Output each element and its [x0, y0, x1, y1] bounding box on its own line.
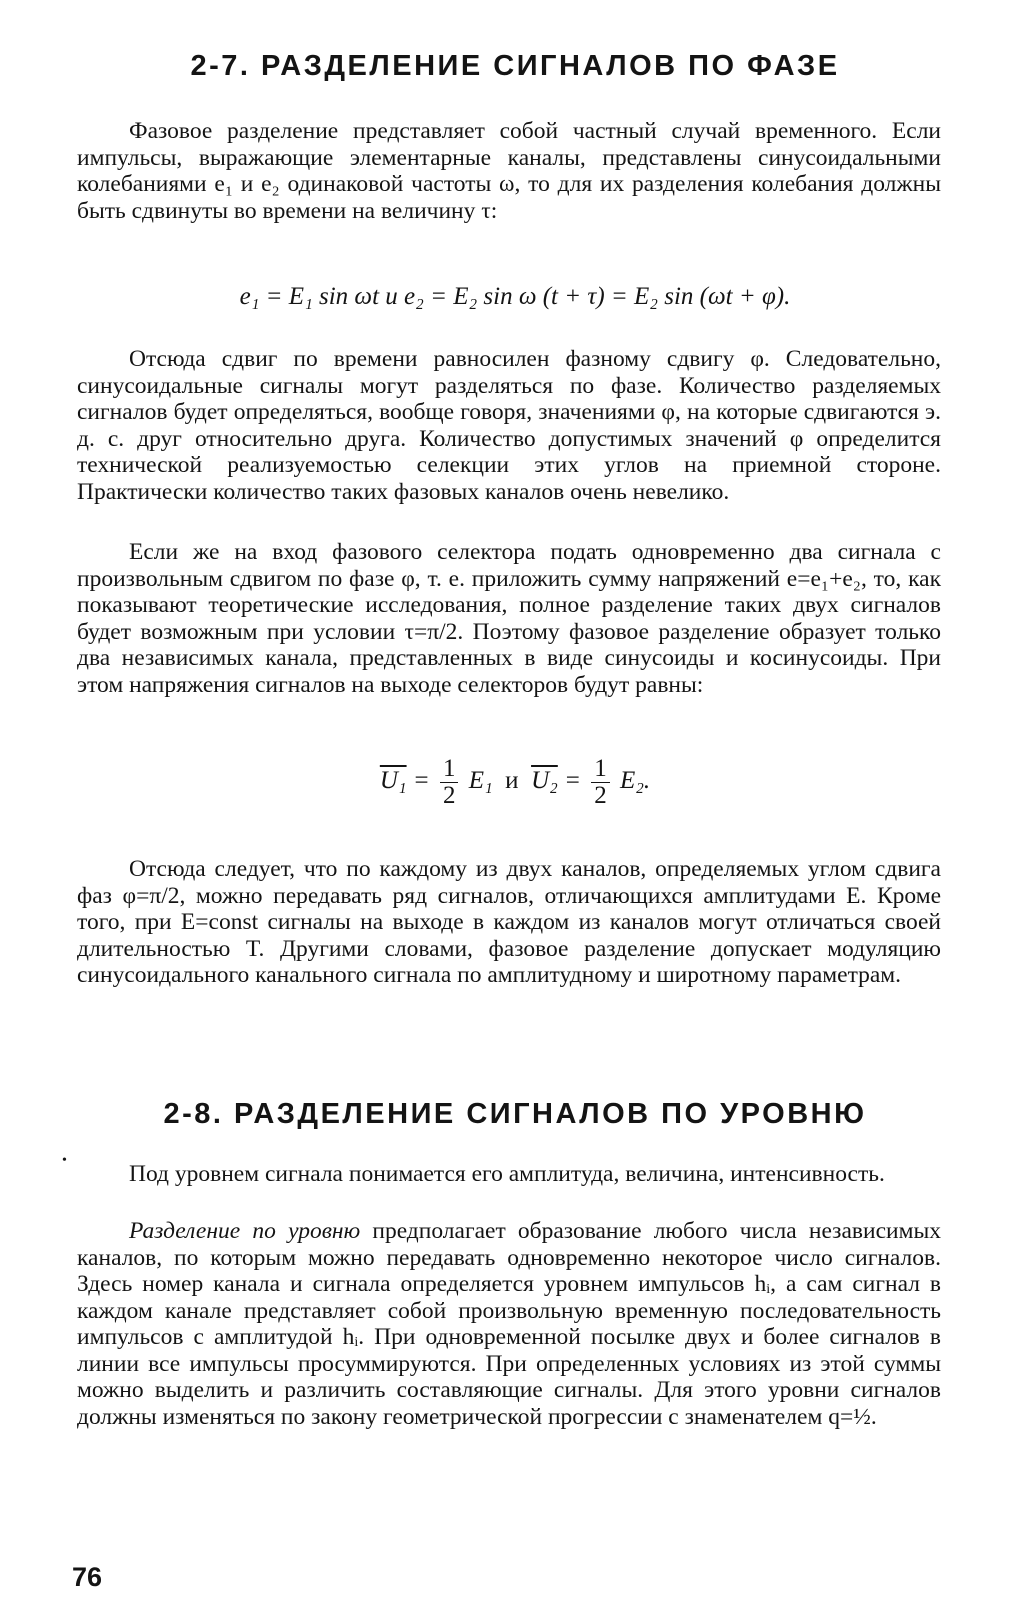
paragraph-phase-conclusion: Отсюда следует, что по каждому из двух каналов, определяемых углом сдвига фаз φ=π/2, можно передавать ряд сигналов, отличающихся амплитудами E. Кроме того, при E=const сигналы на выходе в каждом из каналов могут отличаться своей длительностью T. Другими словами, фазовое разделение допускает модуляцию синусоидального канального сигнала по амплитудному и широтному параметрам.: [77, 856, 941, 988]
paragraph-level-separation-text: предполагает образование любого числа независимых каналов, по которым можно передавать одновременно некоторое число сигналов. Здесь номер канала и сигнала определяется уровнем импульсов hᵢ, а сам сигнал в каждом канале представляет собой произвольную временную последовательность импульсов с амплитудой hᵢ. При одновременной посылке двух и более сигналов в линии все импульсы просуммируются. При определенных условиях из этой суммы можно выделить и различить составляющие сигналы. Для этого уровни сигналов должны изменяться по закону геометрической прогрессии с знаменателем q=½.: [77, 1218, 941, 1430]
fraction-denominator: 2: [594, 782, 607, 809]
term-level-separation: Разделение по уровню: [129, 1218, 361, 1244]
paragraph-phase-intro: Фазовое разделение представляет собой частный случай временного. Если импульсы, выражающие элементарные каналы, представлены синусоидальными колебаниями e₁ и e₂ одинаковой частоты ω, то для их разделения колебания должны быть сдвинуты во времени на величину τ:: [77, 118, 941, 224]
page-number: 76: [72, 1562, 103, 1592]
formula-equals-2: =: [564, 767, 581, 795]
fraction-numerator: 1: [591, 756, 610, 783]
formula-u1: U₁: [379, 767, 407, 795]
formula-e2: E₂.: [619, 767, 651, 795]
formula-conjunction: и: [505, 767, 519, 795]
paragraph-phase-selector: Если же на вход фазового селектора подать одновременно два сигнала с произвольным сдвигом по фазе φ, т. е. приложить сумму напряжений e=e₁+e₂, то, как показывают теоретические исследования, полное разделение таких двух сигналов будет возможным при условии τ=π/2. Поэтому фазовое разделение образует только два независимых канала, представленных в виде синусоиды и косинусоиды. При этом напряжения сигналов на выходе селекторов будут равны:: [77, 539, 941, 698]
fraction-one-half-2: [591, 756, 610, 809]
fraction-denominator: 2: [442, 782, 456, 809]
formula-e1: E₁: [468, 767, 493, 795]
formula-selector-output: [0, 756, 1030, 826]
bullet-dot: •: [62, 1153, 67, 1168]
section-heading-2-7: 2-7. РАЗДЕЛЕНИЕ СИГНАЛОВ ПО ФАЗЕ: [190, 50, 840, 82]
formula-u2: U₂: [531, 767, 558, 795]
formula-phase-shift: e₁ = E₁ sin ωt и e₂ = E₂ sin ω (t + τ) = E₂ sin (ωt + φ).: [239, 283, 791, 310]
fraction-one-half-1: [440, 756, 459, 809]
formula-equals-1: =: [412, 767, 430, 795]
paragraph-phase-shift: Отсюда сдвиг по времени равносилен фазному сдвигу φ. Следовательно, синусоидальные сигналы могут разделяться по фазе. Количество разделяемых сигналов будет определяться, вообще говоря, значениями φ, на которые сдвигаются э. д. с. друг относительно друга. Количество допустимых значений φ определится технической реализуемостью селекции этих углов на приемной стороне. Практически количество таких фазовых каналов очень невелико.: [77, 346, 941, 505]
paragraph-level-intro: Под уровнем сигнала понимается его амплитуда, величина, интенсивность.: [129, 1161, 885, 1187]
fraction-numerator: 1: [440, 756, 459, 783]
section-heading-2-8: 2-8. РАЗДЕЛЕНИЕ СИГНАЛОВ ПО УРОВНЮ: [163, 1098, 867, 1130]
paragraph-level-separation: [77, 1218, 941, 1430]
